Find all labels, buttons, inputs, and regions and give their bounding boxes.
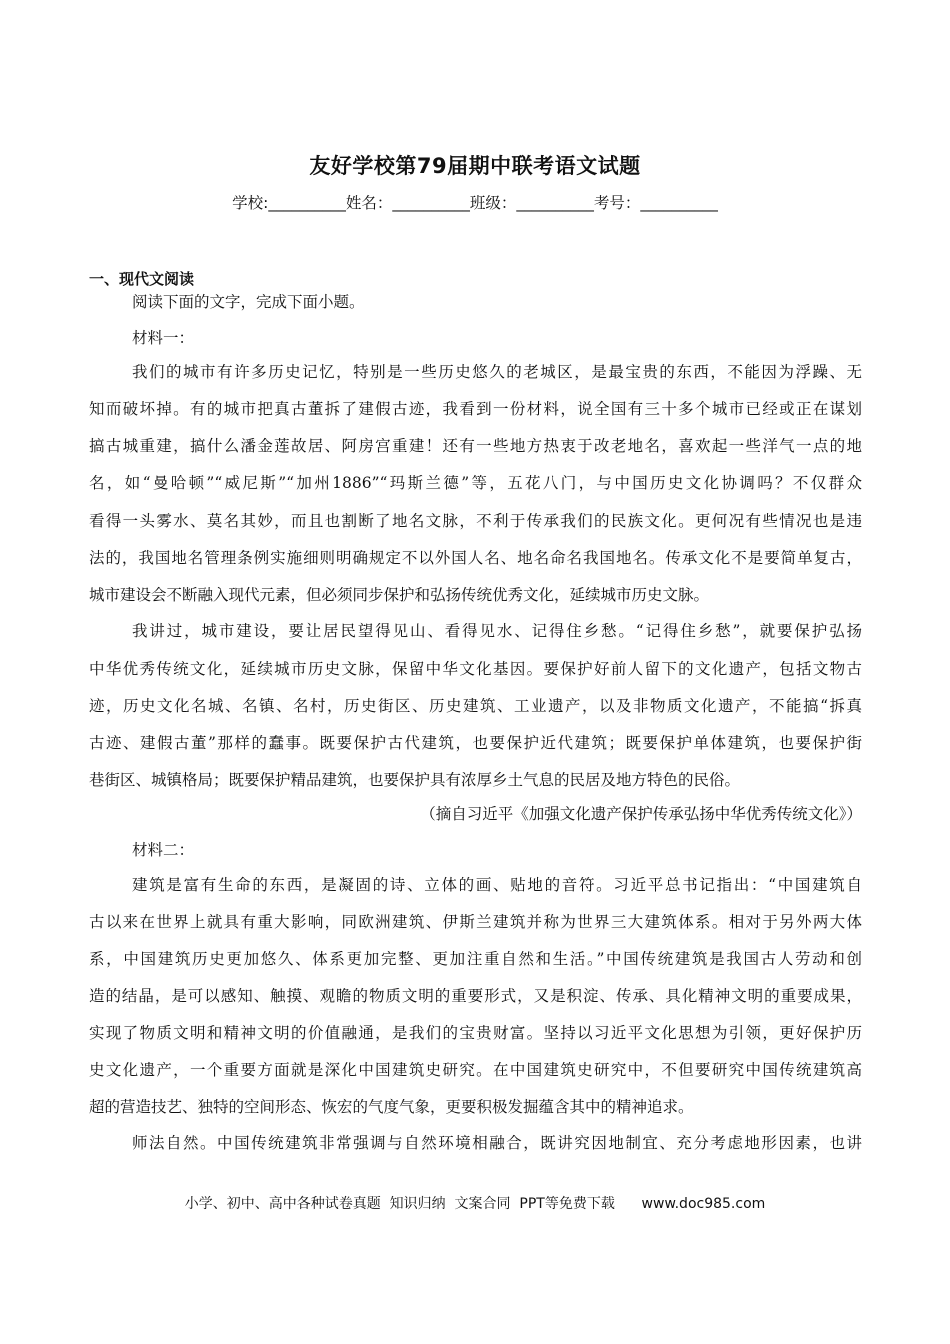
text-line: 古迹、建假古董”那样的蠢事。既要保护古代建筑，也要保护近代建筑；既要保护单体建筑，也要保护街 (89, 734, 862, 752)
text-line: 超的营造技艺、独特的空间形态、恢宏的气度气象，更要积极发掘蕴含其中的精神追求。 (89, 1098, 694, 1116)
text-line: 迹，历史文化名城、名镇、名村，历史街区、历史建筑、工业遗产，以及非物质文化遗产，不能搞“拆真 (89, 697, 862, 715)
text-line: 我讲过，城市建设，要让居民望得见山、看得见水、记得住乡愁。“记得住乡愁”，就要保护弘扬 (132, 622, 862, 640)
text-line: 法的，我国地名管理条例实施细则明确规定不以外国人名、地名命名我国地名。传承文化不是要简单复古， (89, 549, 862, 567)
material-2-label: 材料二： (132, 841, 195, 859)
text-line: 我们的城市有许多历史记忆，特别是一些历史悠久的老城区，是最宝贵的东西，不能因为浮躁、无 (132, 363, 862, 381)
text-line: 知而破坏掉。有的城市把真古董拆了建假古迹，我看到一份材料，说全国有三十多个城市已经或正在谋划 (89, 400, 862, 418)
text-line: 名，如“曼哈顿”“威尼斯”“加州1886”“玛斯兰德”等，五花八门，与中国历史文化协调吗？不仅群众 (89, 474, 862, 492)
exam-title: 友好学校第79届期中联考语文试题 (309, 154, 641, 178)
text-line: 史文化遗产，一个重要方面就是深化中国建筑史研究。在中国建筑史研究中，不但要研究中国传统建筑高 (89, 1061, 862, 1079)
text-line: 系，中国建筑历史更加悠久、体系更加完整、更加注重自然和生活。”中国传统建筑是我国古人劳动和创 (89, 950, 862, 968)
text-line: 巷街区、城镇格局；既要保护精品建筑，也要保护具有浓厚乡土气息的民居及地方特色的民俗。 (89, 771, 741, 789)
instruction-text: 阅读下面的文字，完成下面小题。 (132, 293, 365, 311)
student-info-line: 学校:__________姓名：__________班级：__________考号：__________ (232, 194, 718, 212)
text-line: 城市建设会不断融入现代元素，但必须同步保护和弘扬传统优秀文化，延续城市历史文脉。 (89, 586, 710, 604)
material-1-source: （摘自习近平《加强文化遗产保护传承弘扬中华优秀传统文化》） (420, 805, 862, 823)
section-heading: 一、现代文阅读 (89, 270, 195, 288)
material-1-label: 材料一： (132, 329, 195, 347)
page-footer: 小学、初中、高中各种试卷真题 知识归纳 文案合同 PPT等免费下载 www.doc985.com (184, 1196, 766, 1212)
text-line: 看得一头雾水、莫名其妙，而且也割断了地名文脉，不利于传承我们的民族文化。更何况有些情况也是违 (89, 512, 862, 530)
text-line: 中华优秀传统文化，延续城市历史文脉，保留中华文化基因。要保护好前人留下的文化遗产，包括文物古 (89, 660, 862, 678)
text-line: 搞古城重建，搞什么潘金莲故居、阿房宫重建！还有一些地方热衷于改老地名，喜欢起一些洋气一点的地 (89, 437, 862, 455)
text-line: 建筑是富有生命的东西，是凝固的诗、立体的画、贴地的音符。习近平总书记指出：“中国建筑自 (132, 876, 862, 894)
text-line: 师法自然。中国传统建筑非常强调与自然环境相融合，既讲究因地制宜、充分考虑地形因素，也讲 (132, 1134, 862, 1152)
text-line: 造的结晶，是可以感知、触摸、观瞻的物质文明的重要形式，又是积淀、传承、具化精神文明的重要成果， (89, 987, 862, 1005)
text-line: 实现了物质文明和精神文明的价值融通，是我们的宝贵财富。坚持以习近平文化思想为引领，更好保护历 (89, 1024, 862, 1042)
text-line: 古以来在世界上就具有重大影响，同欧洲建筑、伊斯兰建筑并称为世界三大建筑体系。相对于另外两大体 (89, 913, 862, 931)
